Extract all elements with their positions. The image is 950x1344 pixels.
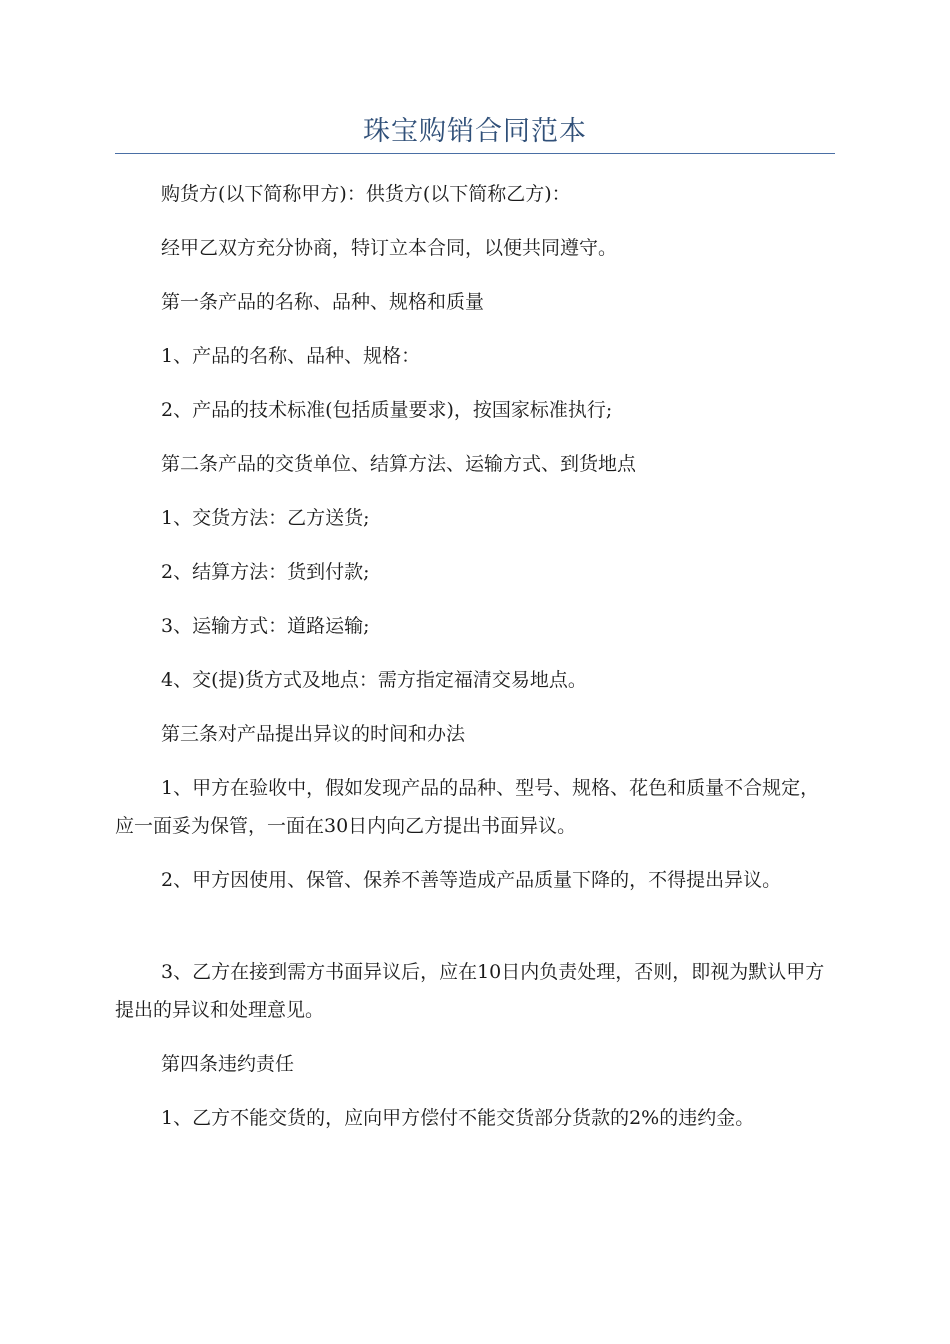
paragraph-article-1-item-1: 1、产品的名称、品种、规格：	[161, 345, 421, 367]
paragraph-article-2-item-2: 2、结算方法：货到付款;	[161, 561, 370, 583]
paragraph-article-3-item-1: 1、甲方在验收中，假如发现产品的品种、型号、规格、花色和质量不合规定，应一面妥为保管，一面在30日内向乙方提出书面异议。	[115, 777, 820, 837]
title-underline	[115, 153, 835, 154]
paragraph-article-2-item-4: 4、交(提)货方式及地点：需方指定福清交易地点。	[161, 669, 587, 691]
document-title: 珠宝购销合同范本	[363, 116, 587, 147]
paragraph-parties: 购货方(以下简称甲方)：供货方(以下简称乙方)：	[161, 183, 571, 205]
paragraph-preamble: 经甲乙双方充分协商，特订立本合同，以便共同遵守。	[161, 237, 618, 259]
heading-article-2: 第二条产品的交货单位、结算方法、运输方式、到货地点	[161, 453, 637, 475]
heading-article-3: 第三条对产品提出异议的时间和办法	[161, 723, 466, 745]
paragraph-article-1-item-2: 2、产品的技术标准(包括质量要求)，按国家标准执行;	[161, 399, 613, 421]
paragraph-article-2-item-1: 1、交货方法：乙方送货;	[161, 507, 370, 529]
paragraph-article-2-item-3: 3、运输方式：道路运输;	[161, 615, 370, 637]
paragraph-article-4-item-1: 1、乙方不能交货的，应向甲方偿付不能交货部分货款的2%的违约金。	[161, 1107, 755, 1129]
heading-article-4: 第四条违约责任	[161, 1053, 295, 1075]
paragraph-article-3-item-2: 2、甲方因使用、保管、保养不善等造成产品质量下降的，不得提出异议。	[161, 869, 782, 891]
heading-article-1: 第一条产品的名称、品种、规格和质量	[161, 291, 485, 313]
paragraph-article-3-item-3: 3、乙方在接到需方书面异议后，应在10日内负责处理，否则，即视为默认甲方提出的异议和处理意见。	[115, 961, 825, 1021]
